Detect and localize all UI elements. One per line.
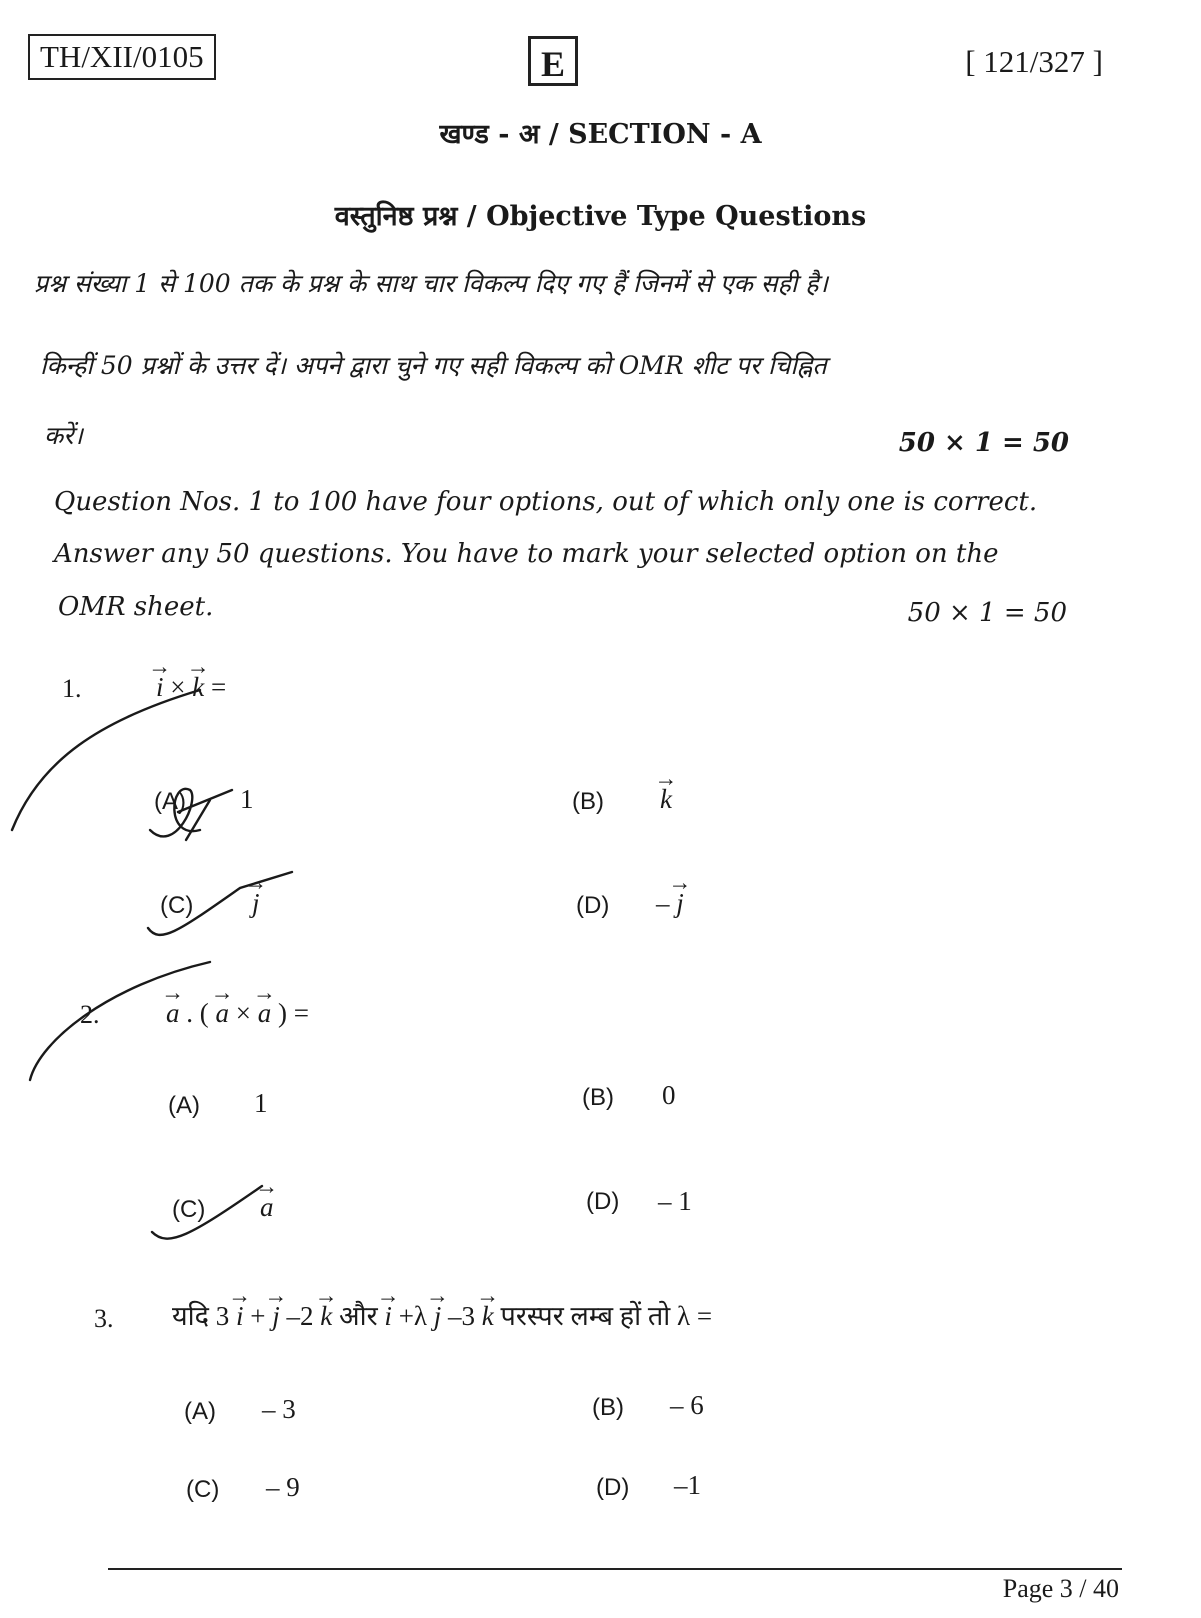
instruction-hindi-line-1: प्रश्न संख्या 1 से 100 तक के प्रश्न के साथ चार विकल्प दिए गए हैं जिनमें से एक सही है। — [34, 269, 829, 298]
question-1-option-a-value: 1 — [240, 784, 254, 814]
question-3-option-b-label: (B) — [592, 1394, 624, 1421]
question-3-stem-suffix: परस्पर लम्ब हों तो λ = — [500, 1301, 713, 1331]
marks-hindi: 50 × 1 = 50 — [898, 428, 1069, 458]
paper-code: TH/XII/0105 — [28, 34, 216, 80]
question-1-option-b-value: → k — [660, 784, 672, 815]
question-1-option-c-label: (C) — [160, 892, 194, 919]
question-3-option-d-value: –1 — [674, 1470, 701, 1500]
question-1-option-b-label: (B) — [572, 788, 604, 815]
question-3-option-a-value: – 3 — [262, 1394, 296, 1424]
question-2-stem: → a . ( → a × → a ) = — [166, 998, 309, 1029]
objective-title: वस्तुनिष्ठ प्रश्न / Objective Type Questions — [334, 201, 867, 232]
question-2-option-a-label: (A) — [168, 1092, 200, 1119]
instruction-hindi-line-2: किन्हीं 50 प्रश्नों के उत्तर दें। अपने द्वारा चुने गए सही विकल्प को OMR शीट पर चिह्नित — [40, 351, 827, 380]
question-3-option-c-label: (C) — [186, 1476, 220, 1503]
question-3-option-c-value: – 9 — [266, 1472, 300, 1502]
instruction-english-line-1: Question Nos. 1 to 100 have four options, out of which only one is correct. — [54, 487, 1038, 517]
instruction-hindi-line-3: करें। — [44, 421, 83, 450]
question-2-option-a-value: 1 — [254, 1088, 268, 1118]
set-letter-box: E — [528, 36, 578, 86]
question-2-option-b-label: (B) — [582, 1084, 614, 1111]
question-1-option-d-label: (D) — [576, 892, 610, 919]
question-1-number: 1. — [62, 674, 82, 703]
question-1-option-d-value: – → j — [656, 888, 684, 919]
question-3-number: 3. — [94, 1304, 114, 1333]
instruction-english-line-2: Answer any 50 questions. You have to mark your selected option on the — [54, 539, 999, 569]
question-2-option-b-value: 0 — [662, 1080, 676, 1110]
question-3-stem-and: और — [339, 1301, 378, 1331]
question-1-option-a-label: (A) — [154, 788, 186, 815]
marks-english: 50 × 1 = 50 — [907, 598, 1067, 628]
pen-mark-question-2-option-c-tick — [152, 1186, 262, 1239]
question-2-option-d-label: (D) — [586, 1188, 620, 1215]
footer-divider — [108, 1568, 1122, 1570]
question-3-option-a-label: (A) — [184, 1398, 216, 1425]
instruction-english-line-3: OMR sheet. — [58, 592, 214, 622]
question-2-option-c-value: → a — [260, 1192, 274, 1223]
question-1-stem: → i × → k = — [156, 672, 226, 703]
question-2-number: 2. — [80, 1000, 100, 1029]
section-title: खण्ड - अ / SECTION - A — [439, 119, 762, 150]
question-2-option-d-value: – 1 — [658, 1186, 692, 1216]
question-3-stem-prefix: यदि — [172, 1301, 209, 1331]
page-number: Page 3 / 40 — [1002, 1574, 1119, 1603]
paper-reference: [ 121/327 ] — [965, 44, 1103, 79]
question-3-option-b-value: – 6 — [670, 1390, 704, 1420]
question-3-option-d-label: (D) — [596, 1474, 630, 1501]
question-2-option-c-label: (C) — [172, 1196, 206, 1223]
question-1-option-c-value: → j — [252, 888, 260, 919]
question-3-stem: यदि 3 → i + → j –2 → k और → i +λ → j –3 → k परस्पर लम्ब हों तो λ = — [172, 1296, 712, 1333]
